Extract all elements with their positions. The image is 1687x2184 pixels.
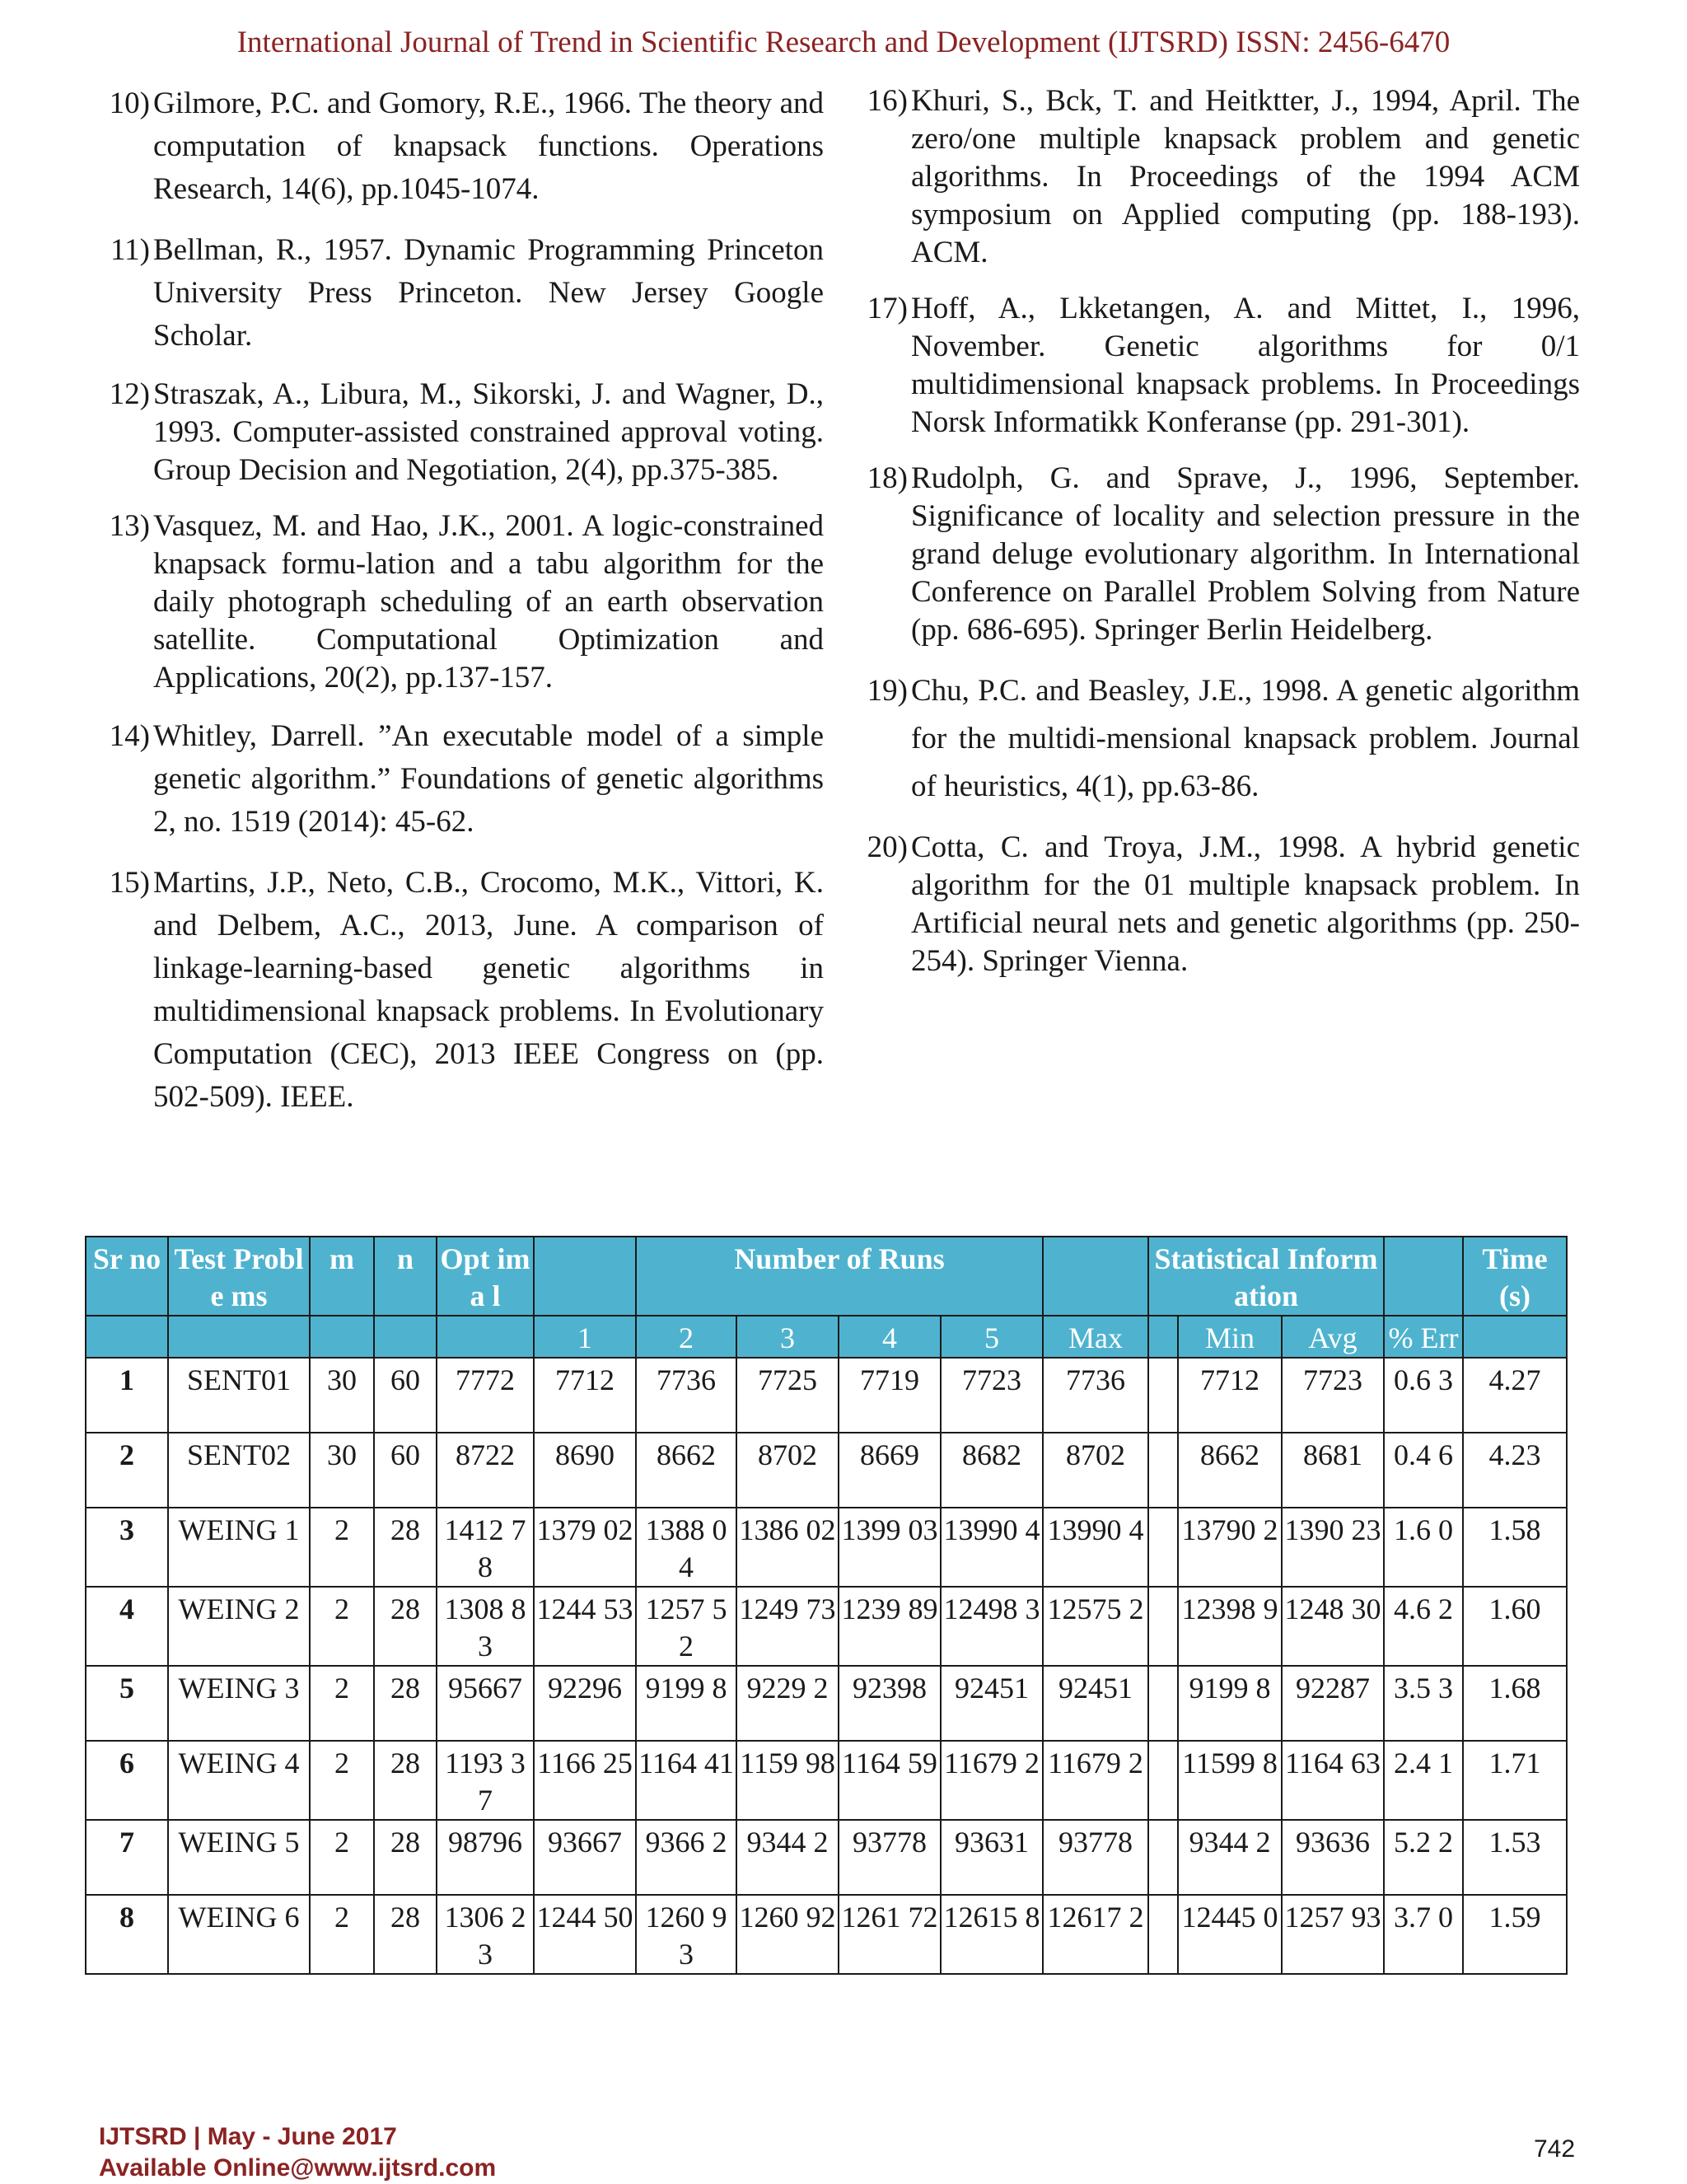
reference-number: 15): [109, 866, 150, 900]
journal-header: International Journal of Trend in Scientific Research and Development (IJTSRD) ISSN: 2456-6470: [236, 26, 1451, 59]
cell-r3: 1249 73: [736, 1587, 839, 1666]
cell-max: 11679 2: [1043, 1741, 1148, 1820]
cell-r1: 1244 50: [534, 1895, 636, 1974]
cell-r5: 7723: [941, 1358, 1043, 1433]
cell-r1: 1379 02: [534, 1508, 636, 1587]
cell-opt: 8722: [437, 1433, 534, 1508]
cell-avg: 1390 23: [1282, 1508, 1384, 1587]
reference-text: Whitley, Darrell. ”An executable model of a simple genetic algorithm.” Foundations of genetic algorithms 2, no. 1519 (2014): 45-62.: [153, 719, 824, 839]
cell-r1: 7712: [534, 1358, 636, 1433]
header-n: n: [374, 1237, 437, 1316]
table-row: [86, 1895, 1567, 1974]
cell-opt: 1412 78: [437, 1508, 534, 1587]
cell-avg: 7723: [1282, 1358, 1384, 1433]
cell-m: 2: [310, 1895, 374, 1974]
cell-min: 9199 8: [1178, 1666, 1282, 1741]
cell-r5: 11679 2: [941, 1741, 1043, 1820]
cell-m: 2: [310, 1508, 374, 1587]
cell-err: 0.4 6: [1384, 1433, 1463, 1508]
table-row: [86, 1741, 1567, 1820]
cell-sr: 5: [86, 1666, 168, 1741]
cell-err: 4.6 2: [1384, 1587, 1463, 1666]
cell-r3: 9229 2: [736, 1666, 839, 1741]
cell-m: 2: [310, 1666, 374, 1741]
cell-test: WEING 5: [168, 1820, 310, 1895]
cell-avg: 92287: [1282, 1666, 1384, 1741]
cell-spacer: [1148, 1358, 1178, 1433]
cell-avg: 8681: [1282, 1433, 1384, 1508]
cell-r1: 92296: [534, 1666, 636, 1741]
cell-r5: 93631: [941, 1820, 1043, 1895]
cell-r3: 1260 92: [736, 1895, 839, 1974]
subheader-empty: [1463, 1316, 1567, 1358]
cell-n: 28: [374, 1666, 437, 1741]
cell-r4: 92398: [839, 1666, 941, 1741]
cell-err: 5.2 2: [1384, 1820, 1463, 1895]
reference-item: [99, 715, 824, 844]
subheader-run-1: 1: [534, 1316, 636, 1358]
cell-max: 12575 2: [1043, 1587, 1148, 1666]
cell-min: 12445 0: [1178, 1895, 1282, 1974]
cell-opt: 98796: [437, 1820, 534, 1895]
cell-r2: 9199 8: [636, 1666, 736, 1741]
cell-test: WEING 3: [168, 1666, 310, 1741]
cell-test: SENT01: [168, 1358, 310, 1433]
cell-time: 1.58: [1463, 1508, 1567, 1587]
cell-sr: 4: [86, 1587, 168, 1666]
header-statistical-information: Statistical Information: [1148, 1237, 1384, 1316]
cell-min: 13790 2: [1178, 1508, 1282, 1587]
header-spacer: [1384, 1237, 1463, 1316]
cell-spacer: [1148, 1433, 1178, 1508]
cell-spacer: [1148, 1820, 1178, 1895]
reference-number: 17): [867, 292, 908, 325]
reference-item: [857, 290, 1580, 442]
cell-spacer: [1148, 1508, 1178, 1587]
subheader-run-5: 5: [941, 1316, 1043, 1358]
cell-n: 28: [374, 1587, 437, 1666]
cell-opt: 1306 23: [437, 1895, 534, 1974]
cell-max: 8702: [1043, 1433, 1148, 1508]
cell-n: 28: [374, 1895, 437, 1974]
cell-r3: 7725: [736, 1358, 839, 1433]
reference-item: [99, 82, 824, 211]
cell-r2: 1257 52: [636, 1587, 736, 1666]
cell-sr: 1: [86, 1358, 168, 1433]
reference-text: Vasquez, M. and Hao, J.K., 2001. A logic-constrained knapsack formu-lation and a tabu algorithm for the daily photograph scheduling of an earth observation satellite. Computational Optimization and Applications, 20(2), pp.137-157.: [153, 509, 824, 694]
cell-n: 60: [374, 1433, 437, 1508]
subheader-run-3: 3: [736, 1316, 839, 1358]
reference-number: 19): [867, 674, 908, 708]
cell-err: 3.7 0: [1384, 1895, 1463, 1974]
cell-sr: 2: [86, 1433, 168, 1508]
cell-avg: 1248 30: [1282, 1587, 1384, 1666]
cell-spacer: [1148, 1895, 1178, 1974]
reference-item: [99, 376, 824, 489]
cell-m: 30: [310, 1358, 374, 1433]
reference-text: Khuri, S., Bck, T. and Heitktter, J., 1994, April. The zero/one multiple knapsack problem and genetic algorithms. In Proceedings of the 1994 ACM symposium on Applied computing (pp. 188-193). ACM.: [911, 84, 1580, 269]
reference-text: Hoff, A., Lkketangen, A. and Mittet, I., 1996, November. Genetic algorithms for 0/1 multidimensional knapsack problems. In Proceedings Norsk Informatikk Konferanse (pp. 291-301).: [911, 292, 1580, 439]
reference-item: [857, 667, 1580, 811]
references-left-column: [99, 82, 824, 1137]
cell-sr: 8: [86, 1895, 168, 1974]
cell-test: WEING 4: [168, 1741, 310, 1820]
subheader-err: % Err: [1384, 1316, 1463, 1358]
cell-r4: 93778: [839, 1820, 941, 1895]
cell-test: WEING 6: [168, 1895, 310, 1974]
reference-text: Chu, P.C. and Beasley, J.E., 1998. A genetic algorithm for the multidi-mensional knapsack problem. Journal of heuristics, 4(1), pp.63-86.: [911, 674, 1580, 803]
cell-opt: 1193 37: [437, 1741, 534, 1820]
reference-number: 20): [867, 830, 908, 864]
cell-m: 30: [310, 1433, 374, 1508]
cell-r2: 1260 93: [636, 1895, 736, 1974]
reference-number: 12): [109, 377, 150, 411]
reference-number: 10): [109, 87, 150, 120]
cell-max: 7736: [1043, 1358, 1148, 1433]
cell-r5: 12498 3: [941, 1587, 1043, 1666]
reference-number: 16): [867, 84, 908, 118]
cell-time: 1.53: [1463, 1820, 1567, 1895]
cell-time: 1.59: [1463, 1895, 1567, 1974]
cell-avg: 1257 93: [1282, 1895, 1384, 1974]
cell-spacer: [1148, 1666, 1178, 1741]
cell-min: 8662: [1178, 1433, 1282, 1508]
cell-err: 0.6 3: [1384, 1358, 1463, 1433]
cell-time: 1.60: [1463, 1587, 1567, 1666]
cell-r4: 1399 03: [839, 1508, 941, 1587]
table-row: [86, 1358, 1567, 1433]
cell-r3: 1386 02: [736, 1508, 839, 1587]
cell-max: 93778: [1043, 1820, 1148, 1895]
cell-r4: 1261 72: [839, 1895, 941, 1974]
cell-time: 4.23: [1463, 1433, 1567, 1508]
reference-number: 18): [867, 461, 908, 495]
cell-max: 12617 2: [1043, 1895, 1148, 1974]
cell-n: 28: [374, 1741, 437, 1820]
subheader-empty: [374, 1316, 437, 1358]
cell-min: 11599 8: [1178, 1741, 1282, 1820]
subheader-avg: Avg: [1282, 1316, 1384, 1358]
reference-item: [99, 507, 824, 697]
cell-test: WEING 1: [168, 1508, 310, 1587]
cell-r5: 92451: [941, 1666, 1043, 1741]
cell-sr: 7: [86, 1820, 168, 1895]
subheader-empty: [310, 1316, 374, 1358]
cell-min: 9344 2: [1178, 1820, 1282, 1895]
table-row: [86, 1820, 1567, 1895]
cell-r2: 1388 04: [636, 1508, 736, 1587]
reference-text: Straszak, A., Libura, M., Sikorski, J. and Wagner, D., 1993. Computer-assisted constrained approval voting. Group Decision and Negotiation, 2(4), pp.375-385.: [153, 377, 824, 487]
reference-item: [99, 229, 824, 358]
cell-test: WEING 2: [168, 1587, 310, 1666]
reference-item: [857, 82, 1580, 272]
cell-min: 7712: [1178, 1358, 1282, 1433]
cell-max: 92451: [1043, 1666, 1148, 1741]
subheader-run-4: 4: [839, 1316, 941, 1358]
cell-opt: 7772: [437, 1358, 534, 1433]
cell-test: SENT02: [168, 1433, 310, 1508]
header-optimal: Opt ima l: [437, 1237, 534, 1316]
cell-min: 12398 9: [1178, 1587, 1282, 1666]
cell-r2: 1164 41: [636, 1741, 736, 1820]
subheader-max: Max: [1043, 1316, 1148, 1358]
reference-text: Cotta, C. and Troya, J.M., 1998. A hybrid genetic algorithm for the 01 multiple knapsack problem. In Artificial neural nets and genetic algorithms (pp. 250-254). Springer Vienna.: [911, 830, 1580, 978]
reference-text: Bellman, R., 1957. Dynamic Programming Princeton University Press Princeton. New Jersey Google Scholar.: [153, 233, 824, 353]
cell-r3: 8702: [736, 1433, 839, 1508]
table-row: [86, 1587, 1567, 1666]
cell-r1: 1244 53: [534, 1587, 636, 1666]
cell-r5: 12615 8: [941, 1895, 1043, 1974]
cell-err: 3.5 3: [1384, 1666, 1463, 1741]
cell-m: 2: [310, 1741, 374, 1820]
cell-n: 28: [374, 1508, 437, 1587]
subheader-empty: [437, 1316, 534, 1358]
cell-r2: 7736: [636, 1358, 736, 1433]
cell-r1: 8690: [534, 1433, 636, 1508]
cell-m: 2: [310, 1587, 374, 1666]
table-subheader-row: [86, 1316, 1567, 1358]
cell-n: 28: [374, 1820, 437, 1895]
page-number: 742: [1534, 2135, 1576, 2163]
cell-r3: 1159 98: [736, 1741, 839, 1820]
cell-n: 60: [374, 1358, 437, 1433]
cell-r4: 1164 59: [839, 1741, 941, 1820]
cell-m: 2: [310, 1820, 374, 1895]
subheader-empty: [86, 1316, 168, 1358]
cell-sr: 3: [86, 1508, 168, 1587]
cell-r5: 8682: [941, 1433, 1043, 1508]
header-spacer: [534, 1237, 636, 1316]
cell-avg: 1164 63: [1282, 1741, 1384, 1820]
reference-number: 11): [110, 233, 150, 267]
header-number-of-runs: Number of Runs: [636, 1237, 1043, 1316]
footer: [99, 2121, 496, 2184]
cell-r2: 9366 2: [636, 1820, 736, 1895]
header-spacer: [1043, 1237, 1148, 1316]
results-table: [85, 1236, 1568, 1975]
table-row: [86, 1666, 1567, 1741]
cell-time: 1.71: [1463, 1741, 1567, 1820]
cell-r3: 9344 2: [736, 1820, 839, 1895]
header-sr-no: Sr no: [86, 1237, 168, 1316]
header-m: m: [310, 1237, 374, 1316]
cell-max: 13990 4: [1043, 1508, 1148, 1587]
cell-r1: 1166 25: [534, 1741, 636, 1820]
subheader-empty: [1148, 1316, 1178, 1358]
cell-opt: 95667: [437, 1666, 534, 1741]
footer-line-2: Available Online@www.ijtsrd.com: [99, 2154, 497, 2182]
cell-r1: 93667: [534, 1820, 636, 1895]
header-test-problems: Test Proble ms: [168, 1237, 310, 1316]
cell-spacer: [1148, 1741, 1178, 1820]
footer-line-1: IJTSRD | May - June 2017: [99, 2123, 397, 2150]
subheader-run-2: 2: [636, 1316, 736, 1358]
table-header-row: [86, 1237, 1567, 1316]
reference-number: 14): [109, 719, 150, 753]
references-right-column: [857, 82, 1580, 998]
subheader-empty: [168, 1316, 310, 1358]
reference-item: [857, 460, 1580, 649]
reference-text: Rudolph, G. and Sprave, J., 1996, September. Significance of locality and selection pressure in the grand deluge evolutionary algorithm. In International Conference on Parallel Problem Solving from Nature (pp. 686-695). Springer Berlin Heidelberg.: [911, 461, 1580, 647]
cell-r4: 8669: [839, 1433, 941, 1508]
reference-number: 13): [109, 509, 150, 543]
table-row: [86, 1433, 1567, 1508]
header-time: Time (s): [1463, 1237, 1567, 1316]
cell-r4: 1239 89: [839, 1587, 941, 1666]
reference-text: Gilmore, P.C. and Gomory, R.E., 1966. The theory and computation of knapsack functions. Operations Research, 14(6), pp.1045-1074.: [153, 87, 824, 206]
cell-time: 1.68: [1463, 1666, 1567, 1741]
reference-item: [99, 862, 824, 1119]
cell-time: 4.27: [1463, 1358, 1567, 1433]
cell-opt: 1308 83: [437, 1587, 534, 1666]
reference-item: [857, 829, 1580, 980]
subheader-min: Min: [1178, 1316, 1282, 1358]
cell-r5: 13990 4: [941, 1508, 1043, 1587]
cell-r4: 7719: [839, 1358, 941, 1433]
cell-r2: 8662: [636, 1433, 736, 1508]
cell-sr: 6: [86, 1741, 168, 1820]
cell-err: 1.6 0: [1384, 1508, 1463, 1587]
cell-avg: 93636: [1282, 1820, 1384, 1895]
cell-err: 2.4 1: [1384, 1741, 1463, 1820]
reference-text: Martins, J.P., Neto, C.B., Crocomo, M.K., Vittori, K. and Delbem, A.C., 2013, June. A comparison of linkage-learning-based genetic algorithms in multidimensional knapsack problems. In Evolutionary Computation (CEC), 2013 IEEE Congress on (pp. 502-509). IEEE.: [153, 866, 824, 1114]
table-row: [86, 1508, 1567, 1587]
cell-spacer: [1148, 1587, 1178, 1666]
